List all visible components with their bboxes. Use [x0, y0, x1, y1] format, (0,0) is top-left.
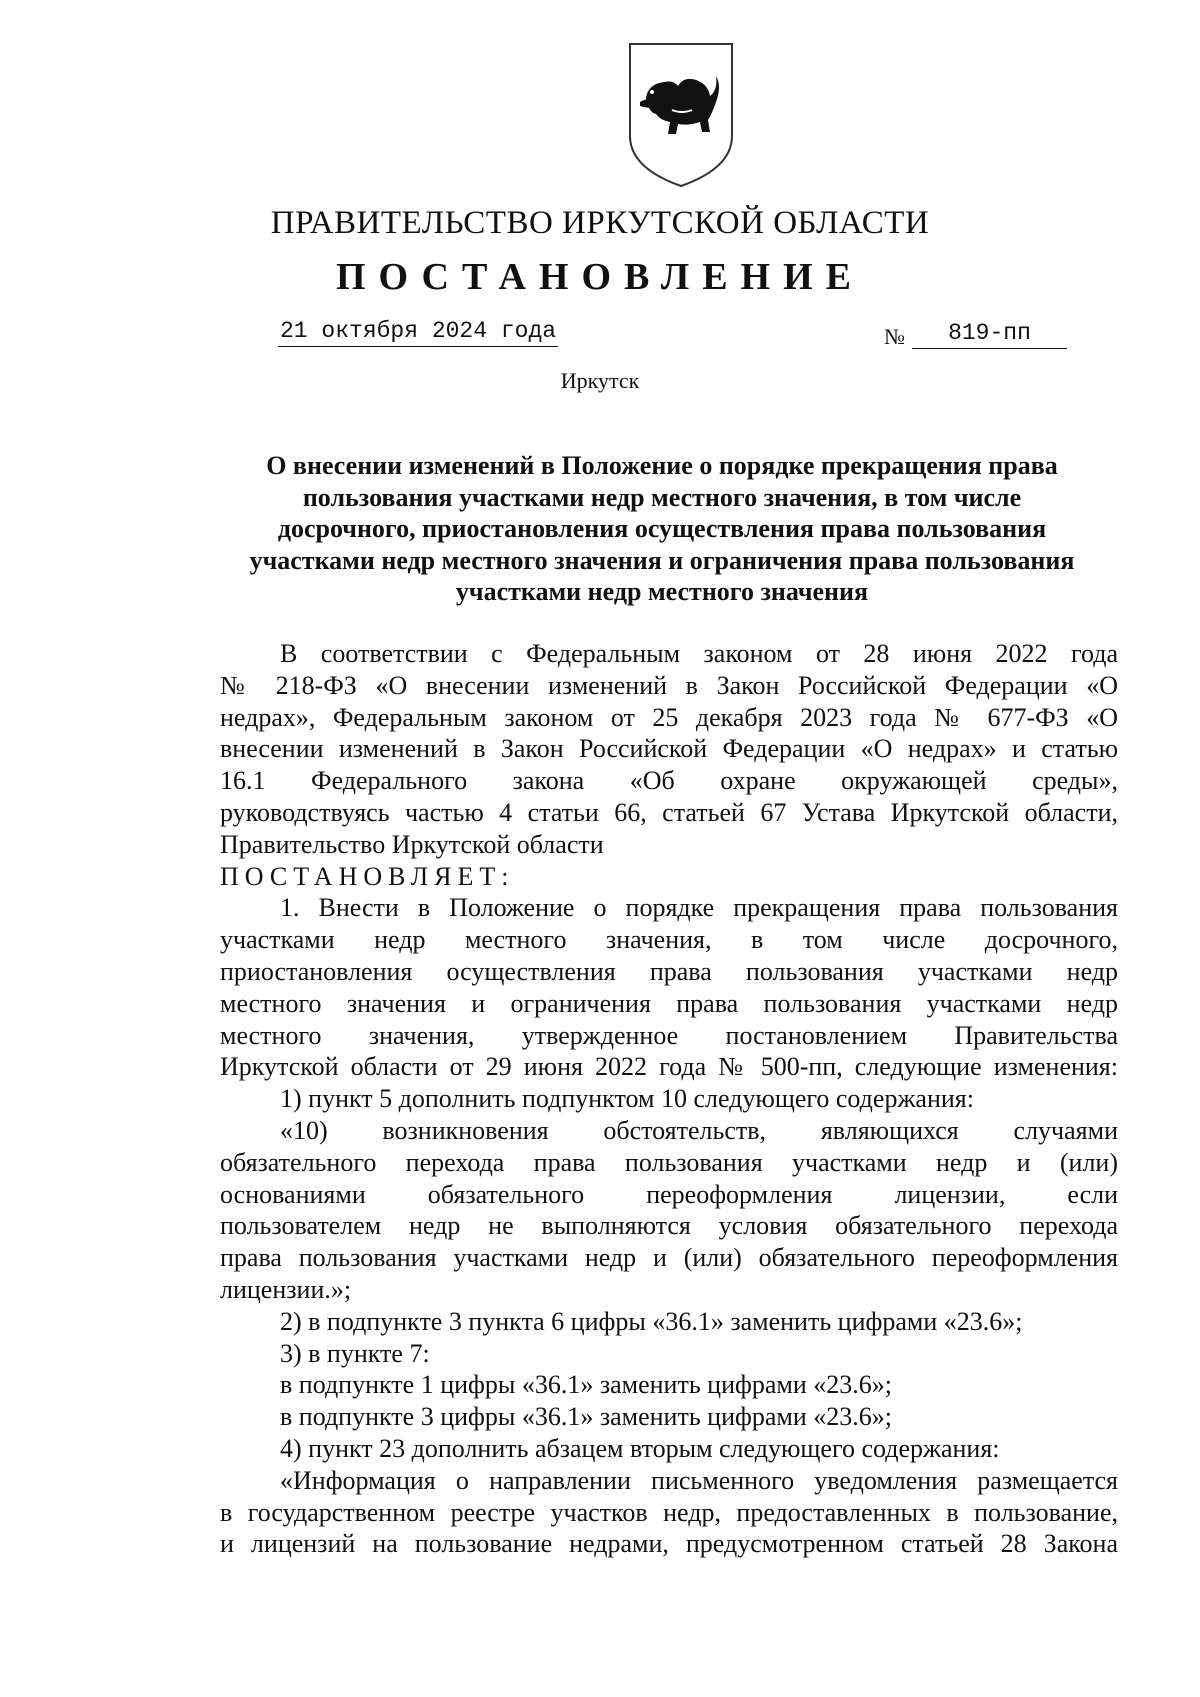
body-line: В соответствии с Федеральным законом от 28 июня 2022 года: [280, 639, 1118, 668]
body-line: № 218-ФЗ «О внесении изменений в Закон Российской Федерации «О: [220, 670, 1118, 700]
title-line: О внесении изменений в Положение о порядке прекращения права: [266, 451, 1058, 480]
body-line: в подпункте 3 цифры «36.1» заменить цифрами «23.6»;: [280, 1402, 892, 1432]
body-line: участками недр местного значения, в том числе досрочного,: [220, 925, 1118, 955]
document-date: 21 октября 2024 года: [278, 318, 558, 347]
resolves-heading: ПОСТАНОВЛЯЕТ:: [220, 861, 515, 891]
title-line: пользования участками недр местного значения, в том числе: [302, 482, 1022, 512]
document-body: [220, 638, 1118, 1560]
body-line: лицензии.»;: [220, 1274, 352, 1304]
body-line: 1. Внести в Положение о порядке прекращения права пользования: [280, 893, 1118, 923]
body-line: местного значения и ограничения права пользования участками недр: [220, 988, 1118, 1018]
body-line: 4) пункт 23 дополнить абзацем вторым следующего содержания:: [280, 1433, 1000, 1463]
body-line: Правительство Иркутской области: [220, 829, 604, 859]
title-line: участками недр местного значения: [455, 577, 869, 606]
title-line: участками недр местного значения и ограничения права пользования: [249, 545, 1075, 575]
body-line: «10) возникновения обстоятельств, являющихся случаями: [280, 1115, 1118, 1145]
body-line: пользователем недр не выполняются условия обязательного перехода: [220, 1211, 1118, 1241]
body-line: 3) в пункте 7:: [280, 1338, 430, 1368]
number-label: №: [884, 324, 905, 349]
body-line: и лицензий на пользование недрами, предусмотренном статьей 28 Закона: [220, 1529, 1118, 1559]
body-line: «Информация о направлении письменного уведомления размещается: [280, 1465, 1118, 1495]
body-line: в государственном реестре участков недр, предоставленных в пользование,: [220, 1497, 1118, 1527]
title-line: досрочного, приостановления осуществления права пользования: [277, 514, 1047, 543]
body-line: местного значения, утвержденное постановлением Правительства: [220, 1020, 1118, 1050]
body-line: обязательного перехода права пользования участками недр и (или): [220, 1147, 1118, 1177]
body-line: права пользования участками недр и (или) обязательного переоформления: [220, 1243, 1118, 1273]
organization-name: ПРАВИТЕЛЬСТВО ИРКУТСКОЙ ОБЛАСТИ: [270, 205, 930, 241]
body-line: Иркутской области от 29 июня 2022 года № 500-пп, следующие изменения:: [220, 1052, 1118, 1082]
document-title: [200, 450, 1124, 608]
body-line: основаниями обязательного переоформления лицензии, если: [220, 1179, 1118, 1209]
city-name: Иркутск: [560, 368, 640, 393]
body-line: 16.1 Федерального закона «Об охране окружающей среды»,: [220, 766, 1118, 796]
document-type: ПОСТАНОВЛЕНИЕ: [335, 256, 865, 298]
document-number: 819-пп: [912, 320, 1067, 349]
body-line: в подпункте 1 цифры «36.1» заменить цифрами «23.6»;: [280, 1370, 892, 1400]
body-line: 2) в подпункте 3 пункта 6 цифры «36.1» заменить цифрами «23.6»;: [280, 1306, 1023, 1336]
body-line: недрах», Федеральным законом от 25 декабря 2023 года № 677-ФЗ «О: [220, 702, 1118, 732]
body-line: приостановления осуществления права пользования участками недр: [220, 956, 1118, 986]
body-line: руководствуясь частью 4 статьи 66, статьей 67 Устава Иркутской области,: [220, 797, 1118, 827]
body-line: внесении изменений в Закон Российской Федерации «О недрах» и статью: [220, 734, 1118, 764]
coat-of-arms-emblem: [626, 40, 736, 190]
body-line: 1) пункт 5 дополнить подпунктом 10 следующего содержания:: [280, 1084, 974, 1114]
